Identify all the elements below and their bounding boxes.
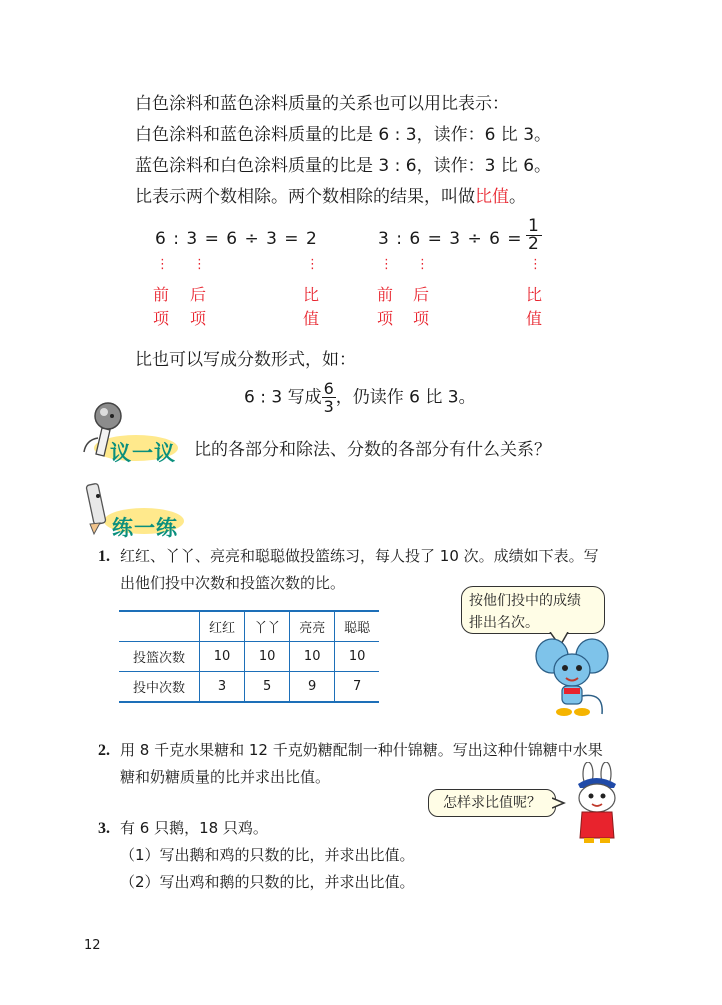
mouse-speech-bubble [461, 586, 605, 634]
intro-line-2: 白色涂料和蓝色涂料质量的比是 6 : 3，读作：6 比 3。 [135, 125, 552, 145]
fraction-form-example [244, 380, 476, 415]
intro-line-1: 白色涂料和蓝色涂料质量的关系也可以用比表示： [135, 94, 509, 114]
dots-ratio-2: ⋮ [529, 257, 542, 272]
fraction-form-intro: 比也可以写成分数形式，如： [135, 350, 356, 370]
table-cell: 3 [200, 672, 245, 703]
fraction-example-post: ，仍读作 6 比 3。 [335, 387, 476, 408]
fraction-numerator: 1 [528, 216, 540, 236]
equation-2: 3 : 6 = 3 ÷ 6 = [378, 229, 523, 249]
exercise-3-line-1: 有 6 只鹅，18 只鸡。 [120, 819, 268, 837]
intro-line-4 [135, 185, 526, 209]
table-header-cell: 亮亮 [290, 611, 335, 642]
rabbit-speech-bubble: 怎样求比值呢？ [428, 789, 556, 817]
example-numerator: 6 [323, 379, 334, 398]
blue-mouse-mascot-icon [530, 630, 614, 718]
table-cell: 10 [200, 642, 245, 672]
exercise-2-line-1: 用 8 千克水果糖和 12 千克奶糖配制一种什锦糖。写出这种什锦糖中水果 [120, 741, 603, 759]
table-cell: 9 [290, 672, 335, 703]
discuss-question: 比的各部分和除法、分数的各部分有什么关系？ [194, 440, 551, 460]
fraction-example-pre: 6 : 3 写成 [244, 387, 322, 408]
equation-2-fraction [526, 218, 542, 253]
exercise-3-sub-1: （1）写出鹅和鸡的只数的比，并求出比值。 [120, 846, 415, 864]
table-row-label: 投篮次数 [119, 642, 200, 672]
example-denominator: 3 [323, 397, 334, 416]
score-table [119, 610, 379, 703]
label-back-1: 后 项 [189, 285, 206, 328]
label-ratio-1: 比 值 [302, 285, 319, 328]
label-ratio-2: 比 值 [525, 285, 542, 328]
label-front-2: 前 项 [376, 285, 393, 328]
table-row [119, 642, 379, 672]
bubble-line-2: 排出名次。 [469, 615, 539, 631]
table-header-cell: 聪聪 [335, 611, 379, 642]
bubble-tail-2-icon [552, 796, 566, 810]
table-header-cell: 丫丫 [245, 611, 290, 642]
practice-badge: 练一练 [112, 517, 178, 540]
table-cell: 7 [335, 672, 379, 703]
discuss-badge: 议一议 [110, 442, 176, 465]
dots-front-1: ⋮ [156, 257, 169, 272]
table-corner-cell [119, 611, 200, 642]
dots-back-2: ⋮ [416, 257, 429, 272]
table-row [119, 672, 379, 703]
exercise-3-sub-2: （2）写出鸡和鹅的只数的比，并求出比值。 [120, 873, 415, 891]
table-header-cell: 红红 [200, 611, 245, 642]
table-cell: 10 [245, 642, 290, 672]
equation-1: 6 : 3 = 6 ÷ 3 = 2 [155, 229, 318, 249]
ratio-value-term: 比值 [475, 187, 509, 207]
rabbit-mascot-icon [566, 762, 626, 844]
exercise-2-number: 2. [98, 742, 110, 759]
dots-ratio-1: ⋮ [306, 257, 319, 272]
table-cell: 5 [245, 672, 290, 703]
exercise-1-line-2: 出他们投中次数和投篮次数的比。 [120, 574, 346, 592]
label-back-2: 后 项 [412, 285, 429, 328]
label-front-1: 前 项 [152, 285, 169, 328]
dots-front-2: ⋮ [380, 257, 393, 272]
table-cell: 10 [290, 642, 335, 672]
table-row-label: 投中次数 [119, 672, 200, 703]
intro-line-4-text: 比表示两个数相除。两个数相除的结果，叫做 [135, 187, 475, 207]
page-number: 12 [84, 938, 101, 953]
exercise-1-number: 1. [98, 548, 110, 565]
intro-line-4-end: 。 [509, 187, 526, 207]
fraction-denominator: 2 [528, 234, 540, 254]
exercise-1-line-1: 红红、丫丫、亮亮和聪聪做投篮练习，每人投了 10 次。成绩如下表。写 [120, 547, 599, 565]
exercise-2-line-2: 糖和奶糖质量的比并求出比值。 [120, 768, 331, 786]
intro-line-3: 蓝色涂料和白色涂料质量的比是 3 : 6，读作：3 比 6。 [135, 156, 552, 176]
bubble-line-1: 按他们投中的成绩 [469, 593, 581, 609]
exercise-3-number: 3. [98, 820, 110, 837]
table-cell: 10 [335, 642, 379, 672]
dots-back-1: ⋮ [193, 257, 206, 272]
table-header-row [119, 611, 379, 642]
